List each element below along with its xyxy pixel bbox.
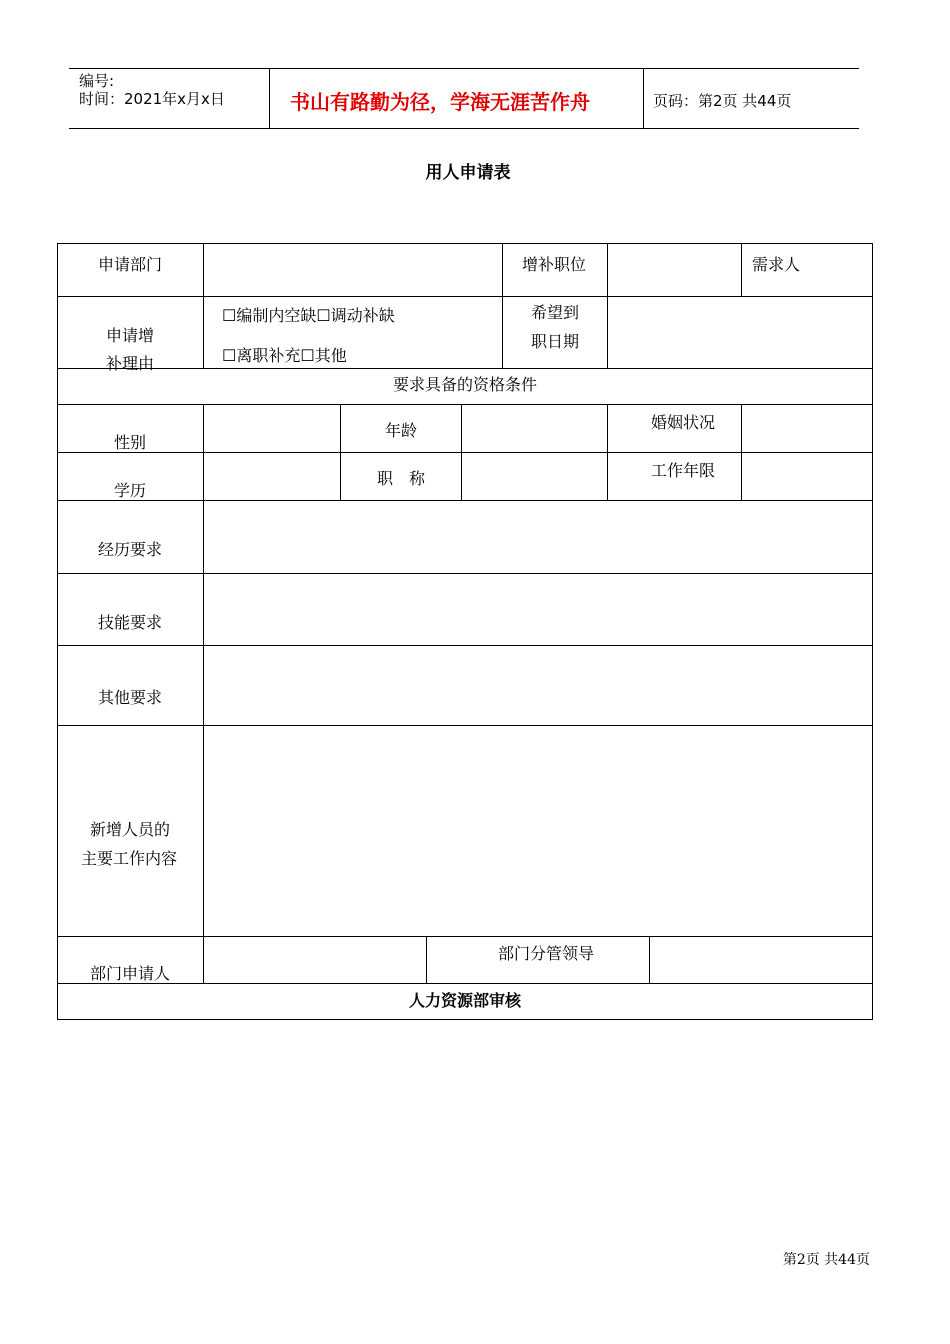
col-divider xyxy=(741,404,742,500)
label-duties-line2: 主要工作内容 xyxy=(81,849,178,868)
label-title-rank: 职 称 xyxy=(377,469,426,488)
row-divider xyxy=(58,573,872,574)
label-other-requirements: 其他要求 xyxy=(98,688,163,707)
label-dept-leader: 部门分管领导 xyxy=(498,944,595,963)
header-motto: 书山有路勤为径，学海无涯苦作舟 xyxy=(290,90,590,114)
col-divider xyxy=(203,404,204,500)
row-divider xyxy=(58,404,872,405)
col-divider xyxy=(203,500,204,936)
col-divider xyxy=(203,296,204,368)
label-add-position: 增补职位 xyxy=(522,255,587,274)
col-divider xyxy=(502,244,503,296)
row-divider xyxy=(58,296,872,297)
col-divider xyxy=(426,936,427,983)
row-divider xyxy=(58,500,872,501)
label-reason-line1: 申请增 xyxy=(106,326,155,345)
header-time-label: 时间：2021年x月x日 xyxy=(79,90,225,108)
qualification-header: 要求具备的资格条件 xyxy=(392,375,537,394)
label-dept-applicant: 部门申请人 xyxy=(90,964,171,983)
row-divider xyxy=(58,936,872,937)
reason-options-line2[interactable]: ☐离职补充☐其他 xyxy=(222,346,347,365)
col-divider xyxy=(607,404,608,500)
header-number-label: 编号: xyxy=(79,72,115,90)
label-hope-date-line2: 职日期 xyxy=(531,332,580,351)
label-education: 学历 xyxy=(114,481,147,500)
header-page-info: 页码：第2页 共44页 xyxy=(653,92,792,110)
label-skills: 技能要求 xyxy=(98,613,163,632)
label-requester: 需求人 xyxy=(752,255,801,274)
label-work-years: 工作年限 xyxy=(651,461,716,480)
col-divider xyxy=(607,244,608,296)
header-divider-left xyxy=(269,68,270,129)
label-age: 年龄 xyxy=(385,421,418,440)
label-experience: 经历要求 xyxy=(98,540,163,559)
col-divider xyxy=(461,404,462,500)
document-header xyxy=(0,0,950,140)
header-divider-right xyxy=(643,68,644,129)
col-divider xyxy=(203,244,204,296)
col-divider xyxy=(741,244,742,296)
col-divider xyxy=(607,296,608,368)
document-title: 用人申请表 xyxy=(425,163,511,183)
header-top-rule xyxy=(69,68,859,69)
row-divider xyxy=(58,983,872,984)
header-bottom-rule xyxy=(69,128,859,129)
footer-page-info: 第2页 共44页 xyxy=(782,1252,870,1268)
label-reason-line2: 补理由 xyxy=(106,354,155,373)
reason-options-line1[interactable]: ☐编制内空缺☐调动补缺 xyxy=(222,306,395,325)
row-divider xyxy=(58,645,872,646)
label-gender: 性别 xyxy=(114,433,147,452)
label-hr-review: 人力资源部审核 xyxy=(408,991,521,1010)
application-form-table xyxy=(57,243,873,1020)
label-hope-date-line1: 希望到 xyxy=(531,303,580,322)
label-marital-status: 婚姻状况 xyxy=(651,413,716,432)
row-divider xyxy=(58,452,872,453)
label-duties-line1: 新增人员的 xyxy=(90,820,171,839)
row-divider xyxy=(58,368,872,369)
col-divider xyxy=(340,404,341,500)
col-divider xyxy=(203,936,204,983)
col-divider xyxy=(649,936,650,983)
col-divider xyxy=(502,296,503,368)
label-apply-dept: 申请部门 xyxy=(98,255,163,274)
row-divider xyxy=(58,725,872,726)
